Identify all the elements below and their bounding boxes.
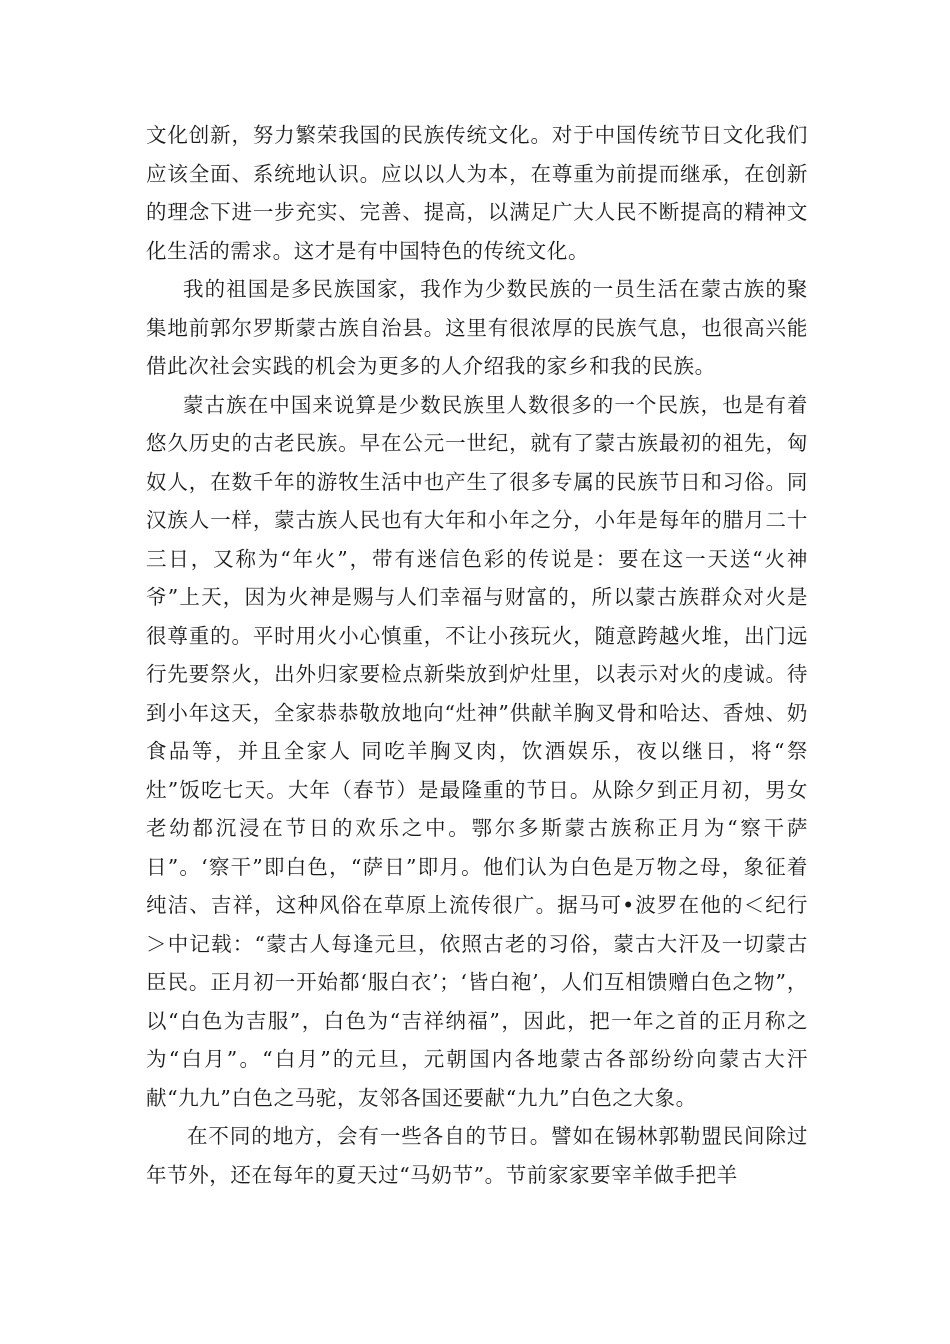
paragraph-4: 在不同的地方，会有一些各自的节日。譬如在锡林郭勒盟民间除过年节外，还在每年的夏天过“马奶节”。节前家家要宰羊做手把羊 [146, 1124, 808, 1187]
paragraph-3: 蒙古族在中国来说算是少数民族里人数很多的一个民族，也是有着悠久历史的古老民族。早在公元一世纪，就有了蒙古族最初的祖先，匈奴人，在数千年的游牧生活中也产生了很多专属的民族节日和习俗。同汉族人一样，蒙古族人民也有大年和小年之分，小年是每年的腊月二十三日，又称为“年火”，带有迷信色彩的传说是：要在这一天送“火神爷”上天，因为火神是赐与人们幸福与财富的，所以蒙古族群众对火是很尊重的。平时用火小心慎重，不让小孩玩火，随意跨越火堆，出门远行先要祭火，出外归家要检点新柴放到炉灶里，以表示对火的虔诚。待到小年这天，全家恭恭敬放地向“灶神”供献羊胸叉骨和哈达、香烛、奶食品等，并且全家人 同吃羊胸叉肉，饮酒娱乐，夜以继日，将“祭灶”饭吃七天。大年（春节）是最隆重的节日。从除夕到正月初，男女老幼都沉浸在节日的欢乐之中。鄂尔多斯蒙古族称正月为“察干萨日”。‘察干”即白色，“萨日”即月。他们认为白色是万物之母，象征着纯洁、吉祥，这种风俗在草原上流传很广。据马可•波罗在他的＜纪行＞中记载：“蒙古人每逢元旦，依照古老的习俗，蒙古大汗及一切蒙古臣民。正月初一开始都‘服白衣’；‘皆白袍’，人们互相馈赠白色之物”，以“白色为吉服”，白色为“吉祥纳福”，因此，把一年之首的正月称之为“白月”。“白月”的元旦，元朝国内各地蒙古各部纷纷向蒙古大汗献“九九”白色之马驼，友邻各国还要献“九九”白色之大象。 [146, 392, 808, 1110]
paragraph-2: 我的祖国是多民族国家，我作为少数民族的一员生活在蒙古族的聚集地前郭尔罗斯蒙古族自治县。这里有很浓厚的民族气息，也很高兴能借此次社会实践的机会为更多的人介绍我的家乡和我的民族。 [146, 277, 808, 378]
document-body [146, 116, 808, 1194]
paragraph-1: 文化创新，努力繁荣我国的民族传统文化。对于中国传统节日文化我们应该全面、系统地认识。应以以人为本，在尊重为前提而继承，在创新的理念下进一步充实、完善、提高，以满足广大人民不断提高的精神文化生活的需求。这才是有中国特色的传统文化。 [146, 123, 808, 263]
